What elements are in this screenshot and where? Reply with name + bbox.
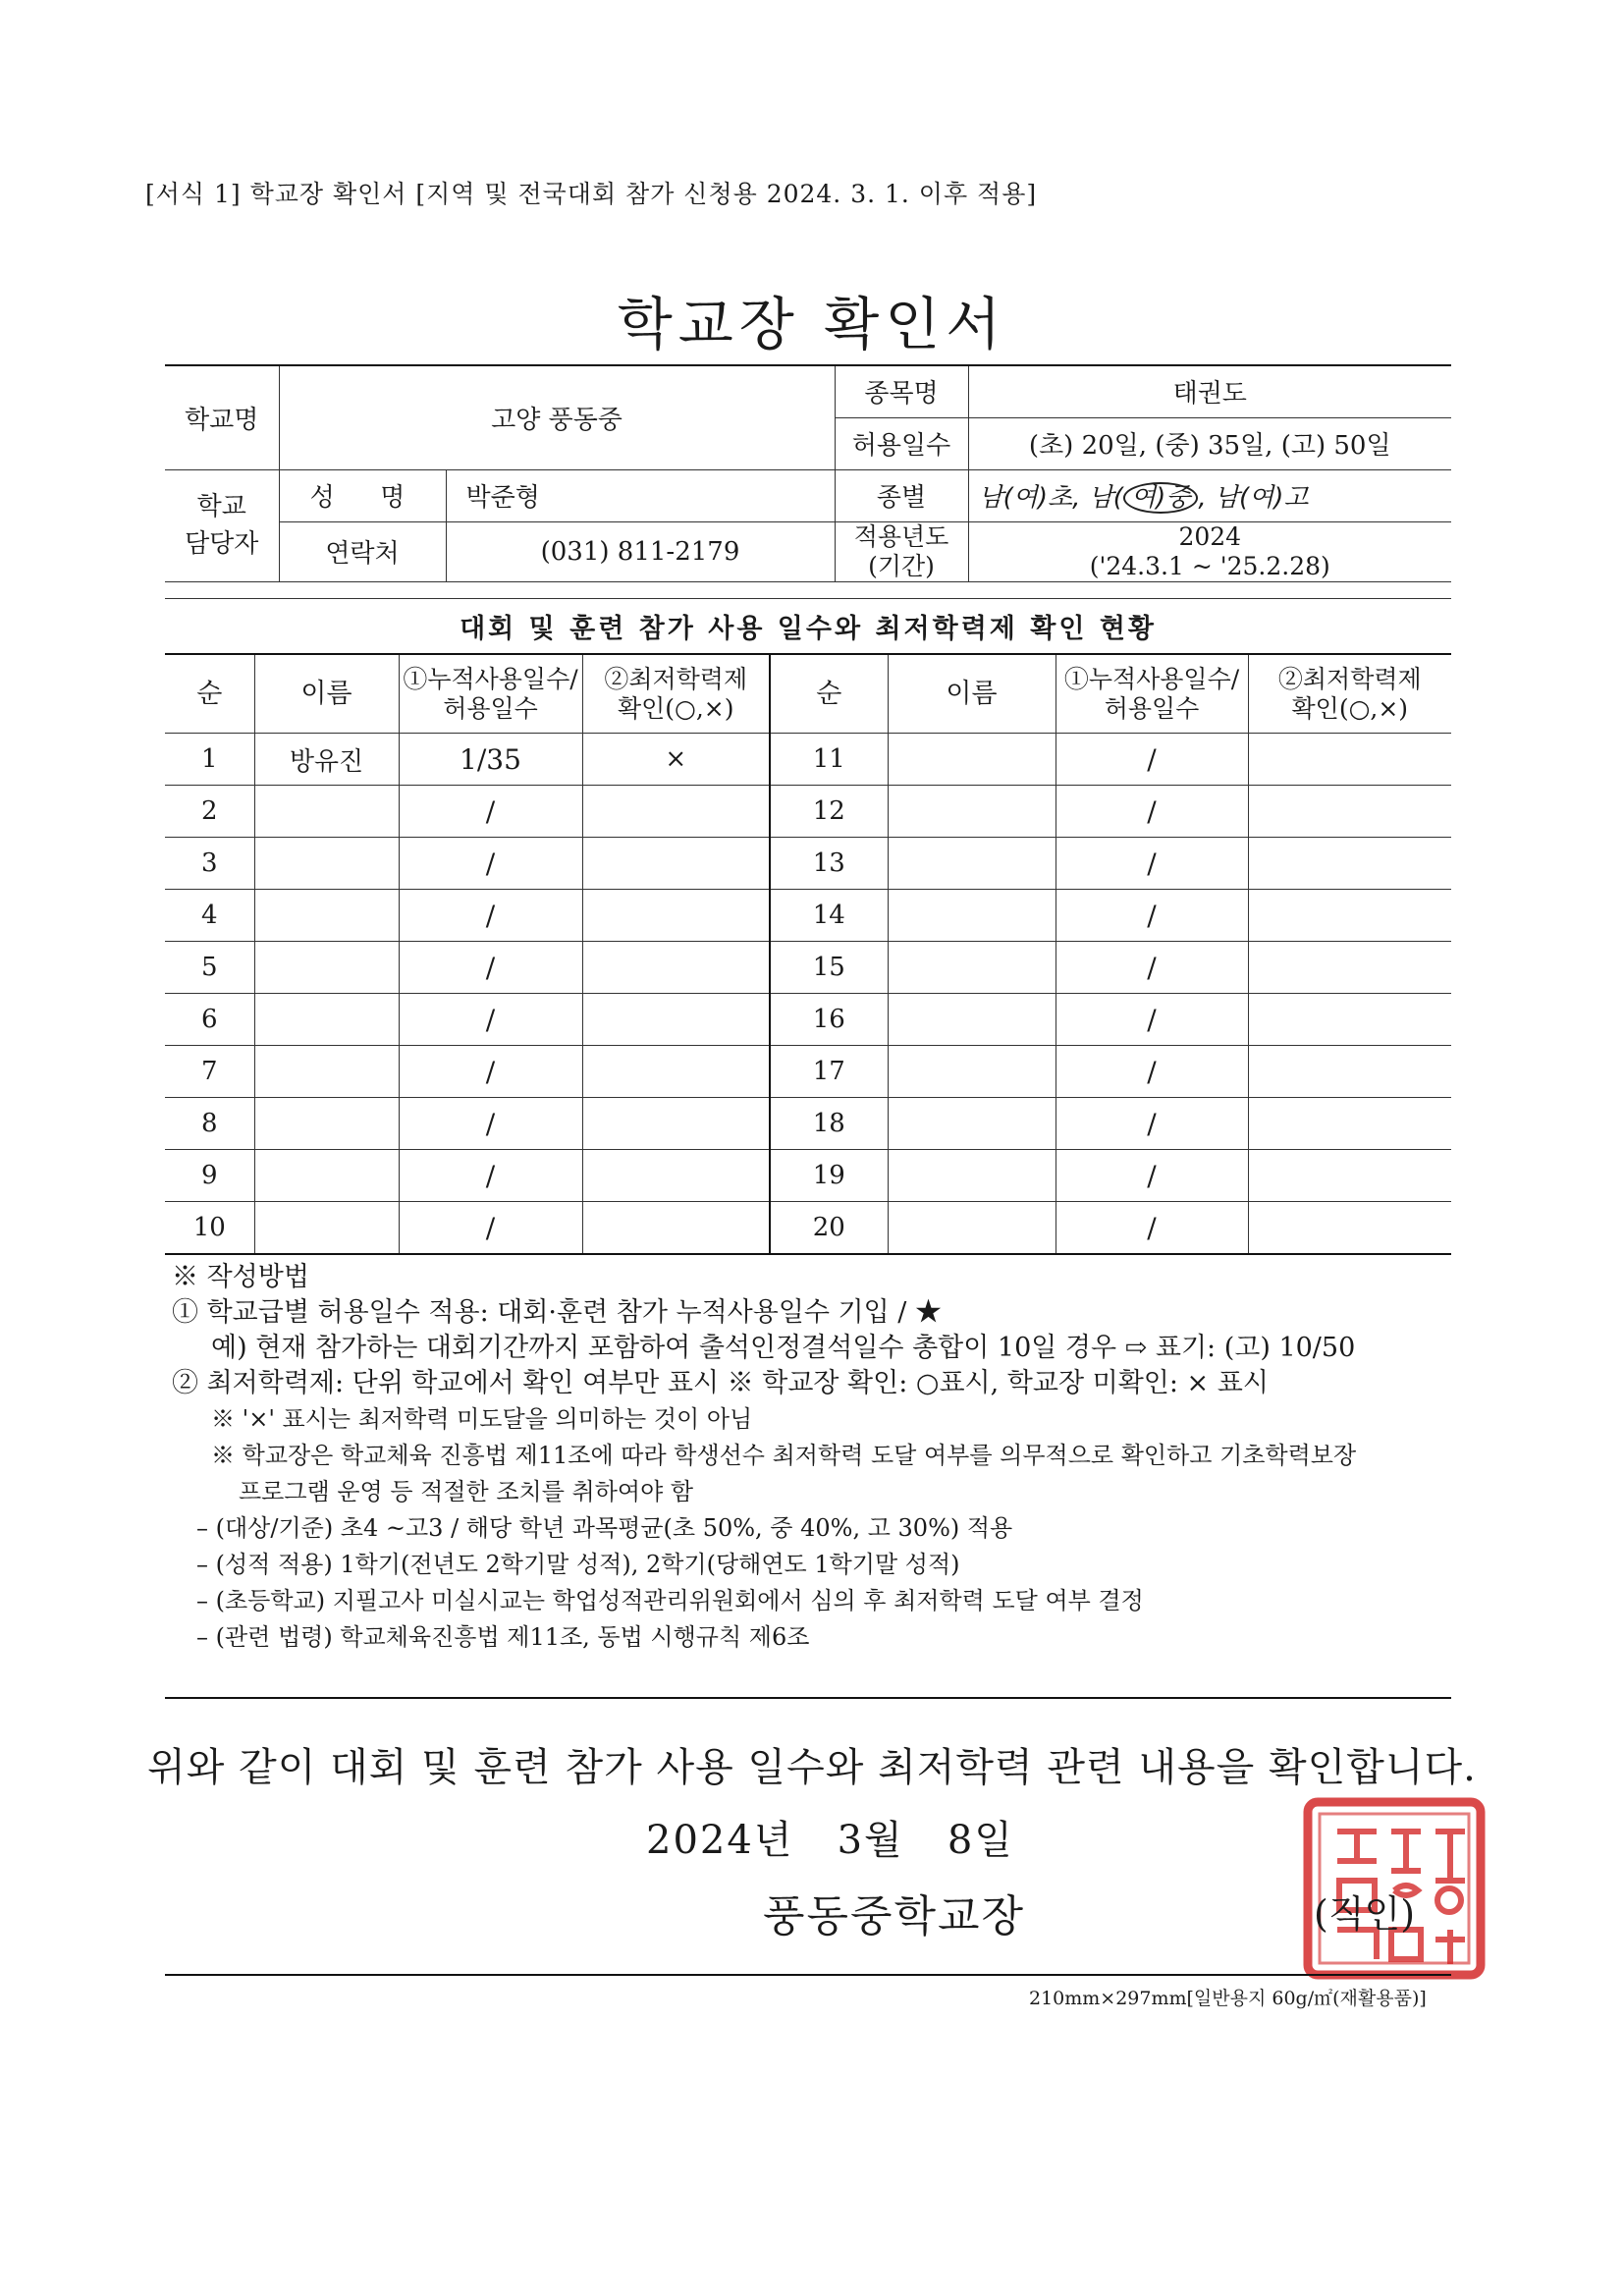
- note-b-line1: ※ 학교장은 학교체육 진흥법 제11조에 따라 학생선수 최저학력 도달 여부를 의무적으로 확인하고 기초학력보장: [211, 1442, 1357, 1469]
- issue-date: 2024년 3월 8일: [646, 1818, 1014, 1863]
- cell-check-2: [1248, 734, 1451, 786]
- cell-name-2: [888, 786, 1056, 838]
- cell-days-2: /: [1056, 838, 1248, 890]
- cell-check: [582, 786, 770, 838]
- cell-days: /: [399, 890, 582, 942]
- notes-heading: ※ 작성방법: [172, 1262, 309, 1292]
- gender-circled: 여)중: [1123, 482, 1198, 514]
- cell-days-2: /: [1056, 1098, 1248, 1150]
- header-no: 순: [165, 654, 254, 734]
- cell-no: 5: [165, 942, 254, 994]
- header-days-1: ①누적사용일수/: [403, 664, 578, 693]
- cell-check: [582, 1098, 770, 1150]
- note-dash-3: – (초등학교) 지필고사 미실시교는 학업성적관리위원회에서 심의 후 최저학력 도달 여부 결정: [196, 1587, 1144, 1614]
- cell-no: 9: [165, 1150, 254, 1202]
- form-header: [서식 1] 학교장 확인서 [지역 및 전국대회 참가 신청용 2024. 3. 1. 이후 적용]: [145, 180, 1038, 208]
- contact-label: 연락처: [279, 521, 446, 581]
- header-days-2: 허용일수: [443, 693, 538, 723]
- cell-days-2: /: [1056, 994, 1248, 1046]
- cell-name-2: [888, 942, 1056, 994]
- header-days-2col: [1056, 654, 1248, 734]
- cell-check-2: [1248, 942, 1451, 994]
- school-label: 학교명: [165, 365, 279, 469]
- cell-name-2: [888, 890, 1056, 942]
- cell-check: [582, 994, 770, 1046]
- cell-name: [254, 1098, 399, 1150]
- gender-label: 종별: [835, 469, 968, 521]
- header-name: 이름: [254, 654, 399, 734]
- header-min: [582, 654, 770, 734]
- cell-check: [582, 1150, 770, 1202]
- note-a: ※ '×' 표시는 최저학력 미도달을 의미하는 것이 아님: [211, 1405, 753, 1433]
- cell-days: 1/35: [399, 734, 582, 786]
- status-table: [165, 598, 1451, 1255]
- cell-check: [582, 890, 770, 942]
- cell-days-2: /: [1056, 1046, 1248, 1098]
- cell-no: 2: [165, 786, 254, 838]
- event-value: 태권도: [968, 365, 1451, 417]
- cell-name-2: [888, 1150, 1056, 1202]
- cell-days-2: /: [1056, 942, 1248, 994]
- document-title: 학교장 확인서: [617, 291, 1007, 357]
- cell-no-2: 18: [770, 1098, 888, 1150]
- writing-instructions: [172, 1260, 1458, 1656]
- cell-days-2: /: [1056, 1202, 1248, 1255]
- cell-days: /: [399, 786, 582, 838]
- principal-title: 풍동중학교장: [763, 1891, 1026, 1941]
- cell-no-2: 11: [770, 734, 888, 786]
- paper-spec: 210mm×297mm[일반용지 60g/㎡(재활용품)]: [1029, 1988, 1427, 2009]
- confirmation-statement: 위와 같이 대회 및 훈련 참가 사용 일수와 최저학력 관련 내용을 확인합니다.: [147, 1745, 1477, 1790]
- cell-name: [254, 890, 399, 942]
- cell-no: 7: [165, 1046, 254, 1098]
- header-min-1: ②최저학력제: [604, 664, 748, 693]
- name-label: 성 명: [279, 469, 446, 521]
- name-value: 박준형: [446, 469, 835, 521]
- cell-check-2: [1248, 1150, 1451, 1202]
- year-value-text: 2024: [1178, 521, 1242, 551]
- header-no-2: 순: [770, 654, 888, 734]
- note-dash-2: – (성적 적용) 1학기(전년도 2학기말 성적), 2학기(당해연도 1학기말 성적): [196, 1551, 960, 1578]
- note-item-1: ① 학교급별 허용일수 적용: 대회·훈련 참가 누적사용일수 기입 / ★: [172, 1297, 942, 1328]
- cell-no: 6: [165, 994, 254, 1046]
- cell-no: 8: [165, 1098, 254, 1150]
- header-days-2col-1: ①누적사용일수/: [1063, 664, 1240, 693]
- cell-days: /: [399, 994, 582, 1046]
- cell-name-2: [888, 734, 1056, 786]
- cell-days-2: /: [1056, 734, 1248, 786]
- cell-no-2: 20: [770, 1202, 888, 1255]
- cell-check-2: [1248, 1046, 1451, 1098]
- header-days: [399, 654, 582, 734]
- note-dash-1: – (대상/기준) 초4 ~고3 / 해당 학년 과목평균(초 50%, 중 40%, 고 30%) 적용: [196, 1514, 1013, 1542]
- cell-days: /: [399, 1098, 582, 1150]
- cell-days: /: [399, 942, 582, 994]
- table-row: [165, 1150, 1451, 1202]
- cell-no: 3: [165, 838, 254, 890]
- table-row: [165, 890, 1451, 942]
- cell-no-2: 17: [770, 1046, 888, 1098]
- cell-days: /: [399, 1150, 582, 1202]
- event-label: 종목명: [835, 365, 968, 417]
- cell-check-2: [1248, 786, 1451, 838]
- seal-label: (직인): [1314, 1892, 1416, 1936]
- cell-name-2: [888, 1202, 1056, 1255]
- table-row: [165, 786, 1451, 838]
- cell-no-2: 14: [770, 890, 888, 942]
- header-min-2col-2: 확인(○,×): [1291, 693, 1409, 723]
- cell-name: [254, 1202, 399, 1255]
- gender-value-b: , 남(여)고: [1198, 483, 1309, 513]
- gender-value-a: 남(여)초, 남(: [978, 483, 1123, 513]
- note-b-line2: 프로그램 운영 등 적절한 조치를 취하여야 함: [239, 1478, 694, 1505]
- note-dash-4: – (관련 법령) 학교체육진흥법 제11조, 동법 시행규칙 제6조: [196, 1623, 810, 1651]
- cell-no-2: 12: [770, 786, 888, 838]
- year-value: [968, 521, 1451, 581]
- table-row: [165, 1202, 1451, 1255]
- cell-check-2: [1248, 838, 1451, 890]
- cell-no: 1: [165, 734, 254, 786]
- cell-check-2: [1248, 1098, 1451, 1150]
- status-table-body: [165, 734, 1451, 1255]
- cell-days: /: [399, 838, 582, 890]
- manager-label: 학교 담당자: [165, 469, 279, 581]
- cell-name: 방유진: [254, 734, 399, 786]
- cell-no: 10: [165, 1202, 254, 1255]
- cell-days-2: /: [1056, 890, 1248, 942]
- table-row: [165, 734, 1451, 786]
- table-row: [165, 1098, 1451, 1150]
- cell-name: [254, 786, 399, 838]
- cell-no-2: 16: [770, 994, 888, 1046]
- period-value: ('24.3.1 ~ '25.2.28): [1089, 551, 1330, 580]
- cell-no-2: 19: [770, 1150, 888, 1202]
- year-label-1: 적용년도: [853, 521, 949, 551]
- year-label: [835, 521, 968, 581]
- cell-check-2: [1248, 994, 1451, 1046]
- cell-check-2: [1248, 1202, 1451, 1255]
- cell-check: [582, 1046, 770, 1098]
- cell-name: [254, 1046, 399, 1098]
- cell-check: [582, 838, 770, 890]
- header-min-2: 확인(○,×): [617, 693, 734, 723]
- cell-name: [254, 994, 399, 1046]
- cell-name-2: [888, 994, 1056, 1046]
- gender-value: [968, 469, 1451, 521]
- year-label-2: (기간): [868, 551, 935, 580]
- cell-check: [582, 942, 770, 994]
- allowed-days-value: (초) 20일, (중) 35일, (고) 50일: [968, 417, 1451, 469]
- cell-days-2: /: [1056, 1150, 1248, 1202]
- cell-no-2: 15: [770, 942, 888, 994]
- cell-name-2: [888, 838, 1056, 890]
- note-item-2: ② 최저학력제: 단위 학교에서 확인 여부만 표시 ※ 학교장 확인: ○표시, 학교장 미확인: × 표시: [172, 1368, 1269, 1398]
- header-min-2col-1: ②최저학력제: [1277, 664, 1422, 693]
- contact-value: (031) 811-2179: [446, 521, 835, 581]
- table-row: [165, 1046, 1451, 1098]
- school-value: 고양 풍동중: [279, 365, 835, 469]
- cell-name: [254, 838, 399, 890]
- cell-no: 4: [165, 890, 254, 942]
- info-table: [165, 364, 1451, 582]
- status-table-title: 대회 및 훈련 참가 사용 일수와 최저학력제 확인 현황: [165, 599, 1451, 655]
- cell-name-2: [888, 1046, 1056, 1098]
- table-row: [165, 994, 1451, 1046]
- cell-days: /: [399, 1202, 582, 1255]
- table-row: [165, 838, 1451, 890]
- header-name-2: 이름: [888, 654, 1056, 734]
- allowed-days-label: 허용일수: [835, 417, 968, 469]
- header-days-2col-2: 허용일수: [1104, 693, 1200, 723]
- cell-name: [254, 1150, 399, 1202]
- table-row: [165, 942, 1451, 994]
- cell-check-2: [1248, 890, 1451, 942]
- header-min-2col: [1248, 654, 1451, 734]
- note-item-1-example: 예) 현재 참가하는 대회기간까지 포함하여 출석인정결석일수 총합이 10일 경우 ⇨ 표기: (고) 10/50: [211, 1333, 1356, 1363]
- cell-days: /: [399, 1046, 582, 1098]
- cell-no-2: 13: [770, 838, 888, 890]
- cell-name-2: [888, 1098, 1056, 1150]
- divider-top: [165, 1697, 1451, 1699]
- divider-bottom: [165, 1974, 1451, 1976]
- cell-check: [582, 1202, 770, 1255]
- cell-name: [254, 942, 399, 994]
- cell-check: ×: [582, 734, 770, 786]
- cell-days-2: /: [1056, 786, 1248, 838]
